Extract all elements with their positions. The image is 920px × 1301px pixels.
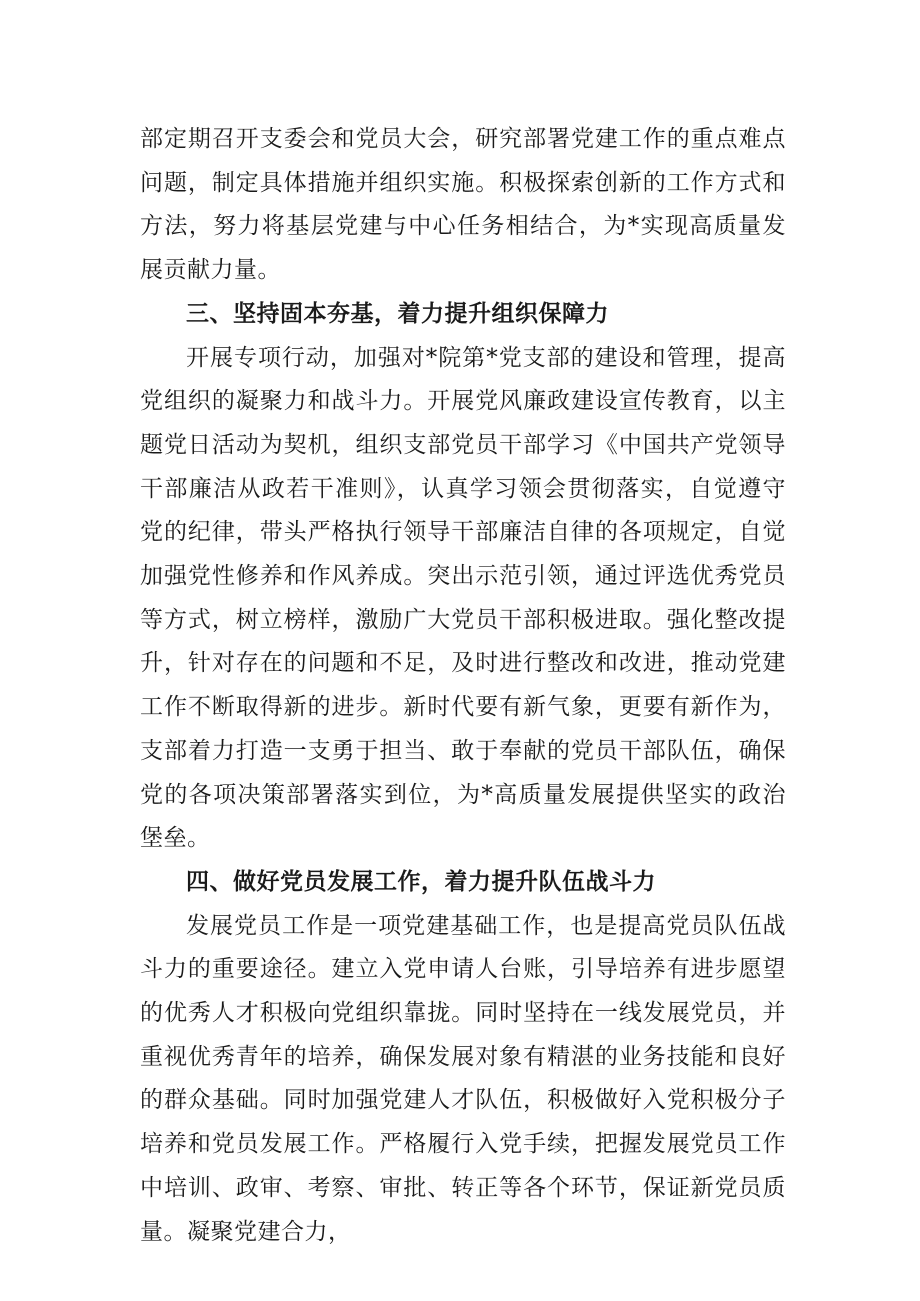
section-heading-four: 四、做好党员发展工作，着力提升队伍战斗力 xyxy=(186,868,656,895)
section-heading-three: 三、坚持固本夯基，着力提升组织保障力 xyxy=(186,300,609,327)
paragraph-section-four: 发展党员工作是一项党建基础工作，也是提高党员队伍战斗力的重要途径。建立入党申请人台账，引导培养有进步愿望的优秀人才积极向党组织靠拢。同时坚持在一线发展党员，并重视优秀青年的培养，确保发展对象有精湛的业务技能和良好的群众基础。同时加强党建人才队伍，积极做好入党积极分子培养和党员发展工作。严格履行入党手续，把握发展党员工作中培训、政审、考察、审批、转正等各个环节，保证新党员质量。凝聚党建合力， xyxy=(140,912,786,1245)
paragraph-section-three: 开展专项行动，加强对*院第*党支部的建设和管理，提高党组织的凝聚力和战斗力。开展党风廉政建设宣传教育，以主题党日活动为契机，组织支部党员干部学习《中国共产党领导干部廉洁从政若干准则》，认真学习领会贯彻落实，自觉遵守党的纪律，带头严格执行领导干部廉洁自律的各项规定，自觉加强党性修养和作风养成。突出示范引领，通过评选优秀党员等方式，树立榜样，激励广大党员干部积极进取。强化整改提升，针对存在的问题和不足，及时进行整改和改进，推动党建工作不断取得新的进步。新时代要有新气象，更要有新作为，支部着力打造一支勇于担当、敢于奉献的党员干部队伍，确保党的各项决策部署落实到位，为*高质量发展提供坚实的政治堡垒。 xyxy=(140,344,786,852)
paragraph-continuation: 部定期召开支委会和党员大会，研究部署党建工作的重点难点问题，制定具体措施并组织实施。积极探索创新的工作方式和方法，努力将基层党建与中心任务相结合，为*实现高质量发展贡献力量。 xyxy=(140,126,786,284)
document-body xyxy=(140,118,786,1254)
